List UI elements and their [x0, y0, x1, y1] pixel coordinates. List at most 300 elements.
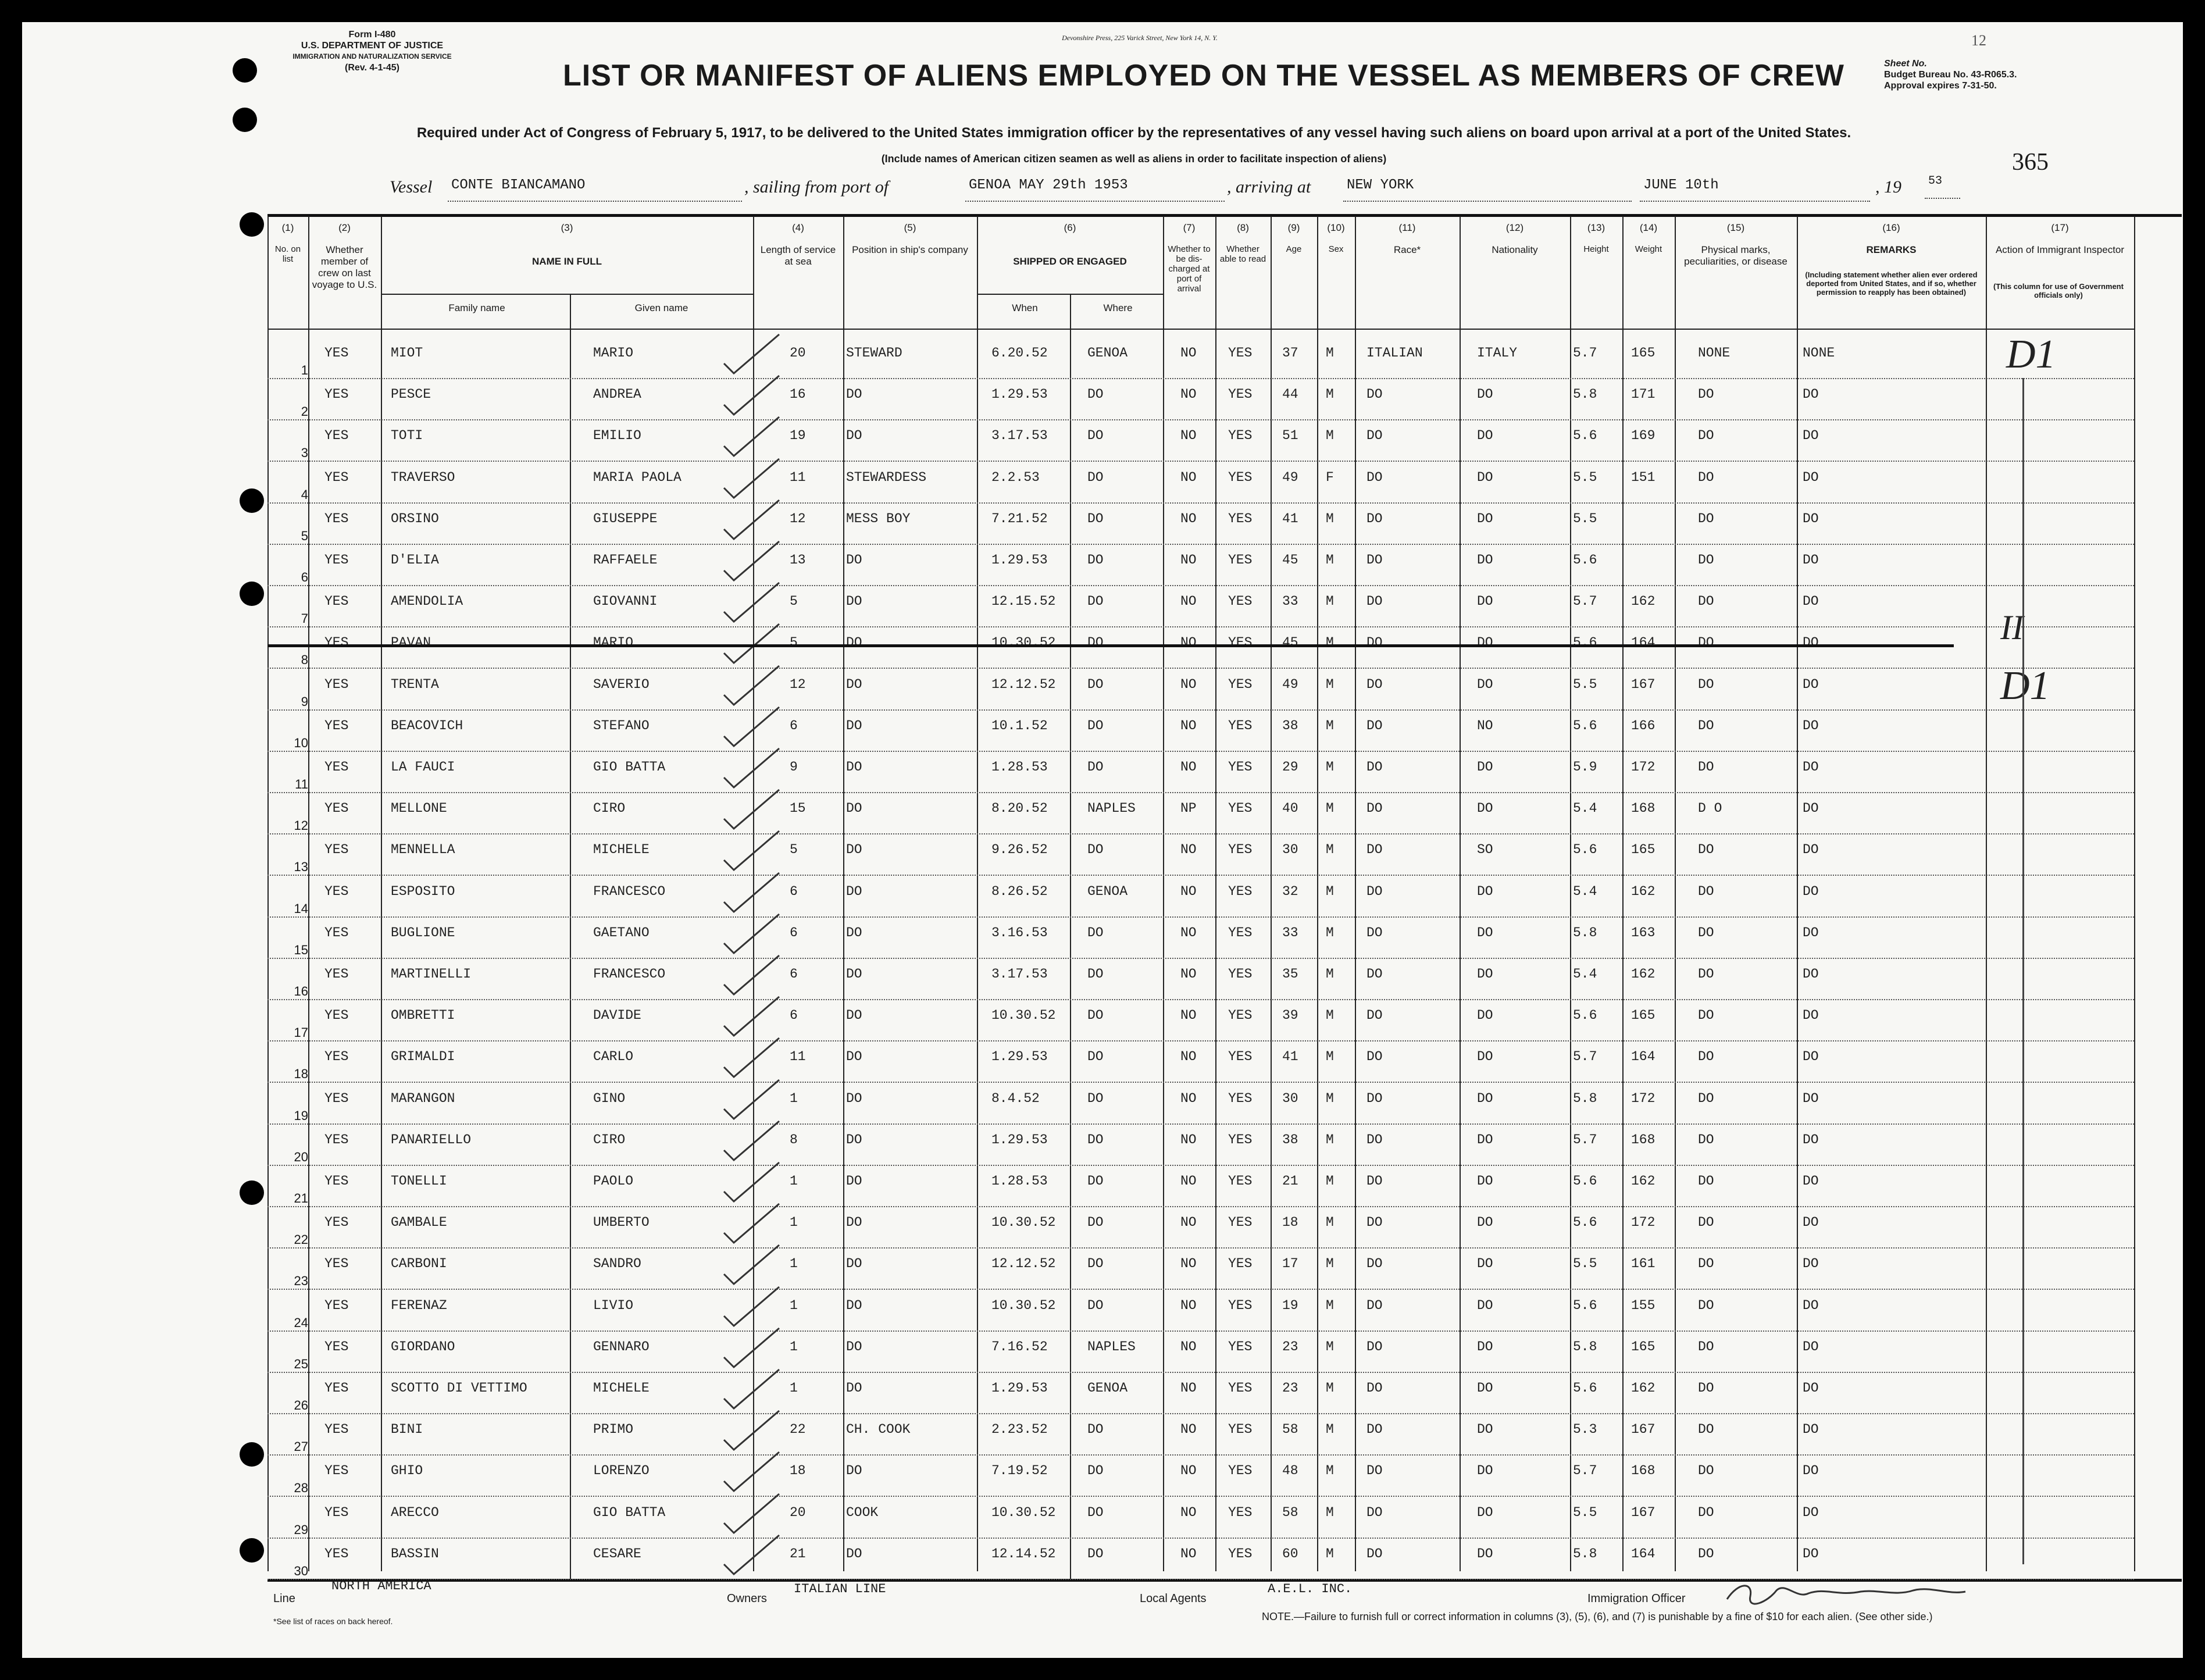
cell-height: 5.9: [1573, 759, 1597, 775]
cell-nationality: SO: [1477, 842, 1493, 858]
column-label: Nationality: [1492, 244, 1538, 255]
cell-where: DO: [1087, 1297, 1104, 1313]
punch-hole: [233, 108, 257, 132]
cell-read: YES: [1228, 718, 1253, 733]
table-row: [267, 627, 2134, 669]
cell-last: YES: [324, 1256, 349, 1272]
cell-read: YES: [1228, 428, 1253, 444]
cell-position: DO: [846, 552, 862, 568]
column-label: Race*: [1393, 244, 1421, 255]
cell-when: 1.29.53: [991, 1049, 1048, 1065]
cell-given: MICHELE: [593, 1381, 650, 1396]
cell-when: 1.29.53: [991, 1132, 1048, 1147]
cell-where: DO: [1087, 925, 1104, 940]
cell-marks: DO: [1698, 594, 1714, 609]
table-row: [267, 751, 2134, 793]
cell-family: LA FAUCI: [391, 759, 455, 775]
cell-service: 5: [790, 635, 798, 651]
cell-age: 49: [1282, 469, 1298, 485]
cell-service: 1: [790, 1297, 798, 1313]
cell-when: 7.16.52: [991, 1339, 1048, 1354]
cell-discharged: NO: [1180, 842, 1197, 858]
cell-remarks: DO: [1803, 966, 1819, 982]
cell-given: FRANCESCO: [593, 883, 666, 899]
inspector-note: (This column for use of Government officials only): [1993, 282, 2124, 299]
column-number: (8): [1237, 222, 1249, 233]
row-number: 9: [301, 694, 308, 709]
cell-nationality: DO: [1477, 511, 1493, 526]
cell-read: YES: [1228, 1008, 1253, 1023]
cell-where: DO: [1087, 1008, 1104, 1023]
cell-position: DO: [846, 718, 862, 733]
cell-last: YES: [324, 387, 349, 402]
row-number: 19: [294, 1108, 308, 1123]
row-number: 5: [301, 528, 308, 543]
column-label: Age: [1286, 244, 1302, 254]
cell-when: 7.19.52: [991, 1463, 1048, 1479]
cell-sex: M: [1326, 552, 1334, 568]
cell-when: 12.12.52: [991, 1256, 1056, 1272]
cell-sex: M: [1326, 1463, 1334, 1479]
cell-remarks: DO: [1803, 387, 1819, 402]
cell-family: OMBRETTI: [391, 1008, 455, 1023]
cell-discharged: NO: [1180, 1173, 1197, 1189]
inspector-mark-mid: II: [2000, 608, 2024, 647]
row-number: 10: [294, 735, 308, 750]
cell-discharged: NO: [1180, 1339, 1197, 1354]
cell-remarks: DO: [1803, 1381, 1819, 1396]
cell-race: DO: [1366, 1422, 1383, 1438]
row-8-strikethrough: [267, 644, 1954, 647]
cell-position: DO: [846, 1297, 862, 1313]
cell-discharged: NO: [1180, 469, 1197, 485]
cell-given: MARIO: [593, 345, 634, 361]
remarks-note: (Including statement whether alien ever ordered deported from United States, and if so, whether permission to reapply has been obtained): [1805, 270, 1978, 297]
column-label: Position in ship's company: [852, 244, 968, 255]
cell-remarks: DO: [1803, 1215, 1819, 1230]
column-number: (12): [1505, 222, 1524, 233]
cell-height: 5.6: [1573, 428, 1597, 444]
table-row: [267, 462, 2134, 504]
cell-marks: DO: [1698, 428, 1714, 444]
cell-where: DO: [1087, 511, 1104, 526]
cell-weight: 171: [1631, 387, 1655, 402]
cell-family: MARANGON: [391, 1090, 455, 1106]
row-number: 25: [294, 1356, 308, 1371]
table-row: [267, 834, 2134, 876]
header-bottom-rule: [267, 329, 2134, 330]
cell-family: ESPOSITO: [391, 883, 455, 899]
cell-when: 12.14.52: [991, 1546, 1056, 1561]
cell-family: PANARIELLO: [391, 1132, 472, 1147]
cell-last: YES: [324, 883, 349, 899]
table-row: [267, 793, 2134, 834]
cell-position: DO: [846, 1132, 862, 1147]
cell-weight: 166: [1631, 718, 1655, 733]
column-label: Sex: [1328, 244, 1344, 254]
cell-race: DO: [1366, 1008, 1383, 1023]
cell-family: MENNELLA: [391, 842, 455, 858]
cell-family: PESCE: [391, 387, 431, 402]
cell-remarks: DO: [1803, 1090, 1819, 1106]
cell-nationality: DO: [1477, 1090, 1493, 1106]
cell-position: STEWARDESS: [846, 469, 927, 485]
cell-remarks: DO: [1803, 842, 1819, 858]
cell-when: 8.4.52: [991, 1090, 1040, 1106]
family-name-header: Family name: [448, 302, 505, 313]
cell-when: 12.12.52: [991, 676, 1056, 692]
cell-family: FERENAZ: [391, 1297, 447, 1313]
cell-discharged: NO: [1180, 345, 1197, 361]
cell-discharged: NO: [1180, 1256, 1197, 1272]
cell-when: 10.30.52: [991, 1008, 1056, 1023]
cell-service: 16: [790, 387, 806, 402]
cell-remarks: DO: [1803, 925, 1819, 940]
cell-given: GENNARO: [593, 1339, 650, 1354]
cell-family: AMENDOLIA: [391, 594, 463, 609]
cell-discharged: NO: [1180, 1422, 1197, 1438]
row-number: 20: [294, 1149, 308, 1164]
cell-remarks: DO: [1803, 428, 1819, 444]
cell-given: CARLO: [593, 1049, 634, 1065]
cell-age: 23: [1282, 1381, 1298, 1396]
cell-age: 35: [1282, 966, 1298, 982]
cell-remarks: DO: [1803, 1297, 1819, 1313]
department: U.S. DEPARTMENT OF JUSTICE: [301, 41, 444, 51]
form-identifier: [250, 29, 494, 73]
cell-weight: 165: [1631, 842, 1655, 858]
cell-read: YES: [1228, 1173, 1253, 1189]
cell-position: DO: [846, 925, 862, 940]
cell-family: GHIO: [391, 1463, 423, 1479]
cell-age: 40: [1282, 801, 1298, 816]
cell-position: DO: [846, 1008, 862, 1023]
cell-height: 5.3: [1573, 1422, 1597, 1438]
cell-when: 3.17.53: [991, 428, 1048, 444]
cell-service: 1: [790, 1339, 798, 1354]
cell-sex: M: [1326, 883, 1334, 899]
cell-weight: 162: [1631, 883, 1655, 899]
cell-given: DAVIDE: [593, 1008, 641, 1023]
cell-where: DO: [1087, 966, 1104, 982]
cell-given: SANDRO: [593, 1256, 641, 1272]
column-number: (2): [338, 222, 351, 233]
cell-weight: 162: [1631, 1381, 1655, 1396]
cell-remarks: DO: [1803, 469, 1819, 485]
cell-nationality: DO: [1477, 1381, 1493, 1396]
cell-discharged: NP: [1180, 801, 1197, 816]
cell-service: 11: [790, 1049, 806, 1065]
cell-position: DO: [846, 966, 862, 982]
row-number: 29: [294, 1522, 308, 1537]
cell-height: 5.6: [1573, 552, 1597, 568]
column-number: (4): [792, 222, 804, 233]
cell-read: YES: [1228, 1256, 1253, 1272]
cell-nationality: DO: [1477, 1008, 1493, 1023]
cell-nationality: DO: [1477, 1132, 1493, 1147]
cell-height: 5.4: [1573, 801, 1597, 816]
table-row: [267, 337, 2134, 379]
row-number: 14: [294, 901, 308, 916]
cell-last: YES: [324, 1049, 349, 1065]
cell-sex: M: [1326, 511, 1334, 526]
cell-race: DO: [1366, 759, 1383, 775]
column-label: SHIPPED OR ENGAGED: [1013, 256, 1127, 267]
cell-discharged: NO: [1180, 676, 1197, 692]
cell-read: YES: [1228, 1546, 1253, 1561]
cell-where: DO: [1087, 594, 1104, 609]
cell-race: DO: [1366, 552, 1383, 568]
cell-discharged: NO: [1180, 1132, 1197, 1147]
cell-last: YES: [324, 1215, 349, 1230]
cell-when: 1.28.53: [991, 759, 1048, 775]
cell-given: PAOLO: [593, 1173, 634, 1189]
cell-read: YES: [1228, 1504, 1253, 1520]
cell-last: YES: [324, 1422, 349, 1438]
cell-where: DO: [1087, 552, 1104, 568]
cell-service: 6: [790, 966, 798, 982]
cell-nationality: DO: [1477, 676, 1493, 692]
cell-sex: M: [1326, 925, 1334, 940]
when-header: When: [1012, 302, 1038, 313]
column-divider: [2134, 216, 2135, 1571]
cell-sex: F: [1326, 469, 1334, 485]
cell-service: 1: [790, 1090, 798, 1106]
cell-marks: DO: [1698, 925, 1714, 940]
cell-race: DO: [1366, 842, 1383, 858]
cell-when: 10.30.52: [991, 1504, 1056, 1520]
cell-when: 2.2.53: [991, 469, 1040, 485]
revision: (Rev. 4-1-45): [345, 63, 399, 73]
cell-nationality: NO: [1477, 718, 1493, 733]
cell-sex: M: [1326, 759, 1334, 775]
cell-age: 44: [1282, 387, 1298, 402]
cell-family: TRENTA: [391, 676, 439, 692]
cell-last: YES: [324, 1297, 349, 1313]
cell-weight: 167: [1631, 1422, 1655, 1438]
cell-height: 5.7: [1573, 1463, 1597, 1479]
cell-remarks: DO: [1803, 1132, 1819, 1147]
cell-position: DO: [846, 676, 862, 692]
table-row: [267, 958, 2134, 1000]
cell-age: 41: [1282, 1049, 1298, 1065]
page-count: 365: [2012, 149, 2049, 176]
cell-marks: DO: [1698, 1049, 1714, 1065]
table-row: [267, 1538, 2134, 1580]
cell-read: YES: [1228, 1090, 1253, 1106]
cell-marks: DO: [1698, 1339, 1714, 1354]
cell-sex: M: [1326, 1546, 1334, 1561]
cell-race: DO: [1366, 1090, 1383, 1106]
cell-where: DO: [1087, 1422, 1104, 1438]
punch-hole: [240, 582, 264, 606]
cell-family: TRAVERSO: [391, 469, 455, 485]
cell-nationality: DO: [1477, 635, 1493, 651]
cell-sex: M: [1326, 1173, 1334, 1189]
cell-given: MICHELE: [593, 842, 650, 858]
cell-remarks: DO: [1803, 1173, 1819, 1189]
cell-family: MELLONE: [391, 801, 447, 816]
cell-discharged: NO: [1180, 1504, 1197, 1520]
cell-remarks: DO: [1803, 1008, 1819, 1023]
cell-race: DO: [1366, 801, 1383, 816]
cell-service: 5: [790, 594, 798, 609]
cell-race: DO: [1366, 1381, 1383, 1396]
cell-when: 10.30.52: [991, 1297, 1056, 1313]
cell-read: YES: [1228, 1463, 1253, 1479]
cell-read: YES: [1228, 676, 1253, 692]
cell-sex: M: [1326, 718, 1334, 733]
cell-position: DO: [846, 428, 862, 444]
cell-family: ORSINO: [391, 511, 439, 526]
cell-given: GAETANO: [593, 925, 650, 940]
cell-where: DO: [1087, 1256, 1104, 1272]
inspector-mark-top: D1: [2006, 332, 2056, 377]
cell-service: 20: [790, 345, 806, 361]
cell-given: GINO: [593, 1090, 626, 1106]
cell-sex: M: [1326, 1297, 1334, 1313]
sheet-label: Sheet No.: [1884, 59, 1927, 69]
cell-height: 5.6: [1573, 842, 1597, 858]
cell-height: 5.5: [1573, 469, 1597, 485]
cell-when: 1.28.53: [991, 1173, 1048, 1189]
cell-nationality: DO: [1477, 1173, 1493, 1189]
cell-given: GIO BATTA: [593, 1504, 666, 1520]
owners-value: ITALIAN LINE: [794, 1582, 886, 1596]
cell-race: DO: [1366, 966, 1383, 982]
cell-position: DO: [846, 387, 862, 402]
cell-age: 37: [1282, 345, 1298, 361]
cell-given: SAVERIO: [593, 676, 650, 692]
cell-position: DO: [846, 1546, 862, 1561]
cell-sex: M: [1326, 428, 1334, 444]
agents-label: Local Agents: [1140, 1592, 1207, 1605]
cell-last: YES: [324, 759, 349, 775]
cell-when: 1.29.53: [991, 387, 1048, 402]
row-number: 28: [294, 1481, 308, 1496]
cell-read: YES: [1228, 1049, 1253, 1065]
cell-when: 7.21.52: [991, 511, 1048, 526]
row-number: 6: [301, 570, 308, 584]
cell-family: PAVAN: [391, 635, 431, 651]
cell-position: DO: [846, 883, 862, 899]
cell-remarks: DO: [1803, 1256, 1819, 1272]
cell-age: 30: [1282, 1090, 1298, 1106]
cell-nationality: DO: [1477, 387, 1493, 402]
cell-weight: 165: [1631, 1008, 1655, 1023]
cell-discharged: NO: [1180, 1008, 1197, 1023]
cell-race: ITALIAN: [1366, 345, 1423, 361]
cell-position: DO: [846, 1215, 862, 1230]
cell-service: 19: [790, 428, 806, 444]
cell-marks: DO: [1698, 718, 1714, 733]
cell-service: 5: [790, 842, 798, 858]
year-prefix: , 19: [1875, 177, 1901, 197]
cell-age: 32: [1282, 883, 1298, 899]
cell-sex: M: [1326, 1090, 1334, 1106]
cell-weight: 172: [1631, 1215, 1655, 1230]
cell-service: 1: [790, 1173, 798, 1189]
cell-read: YES: [1228, 966, 1253, 982]
cell-age: 58: [1282, 1422, 1298, 1438]
cell-weight: 164: [1631, 635, 1655, 651]
punch-hole: [240, 1180, 264, 1205]
cell-marks: DO: [1698, 966, 1714, 982]
cell-discharged: NO: [1180, 1297, 1197, 1313]
cell-weight: 162: [1631, 1173, 1655, 1189]
cell-marks: DO: [1698, 1132, 1714, 1147]
cell-read: YES: [1228, 345, 1253, 361]
row-number: 3: [301, 445, 308, 461]
cell-last: YES: [324, 1504, 349, 1520]
cell-age: 33: [1282, 594, 1298, 609]
cell-marks: DO: [1698, 759, 1714, 775]
cell-race: DO: [1366, 1256, 1383, 1272]
cell-sex: M: [1326, 1008, 1334, 1023]
table-row: [267, 586, 2134, 627]
sailing-port: GENOA MAY 29th 1953: [965, 177, 1225, 202]
row-number: 12: [294, 818, 308, 833]
cell-remarks: DO: [1803, 1504, 1819, 1520]
cell-where: DO: [1087, 842, 1104, 858]
cell-read: YES: [1228, 635, 1253, 651]
cell-when: 10.1.52: [991, 718, 1048, 733]
table-row: [267, 1041, 2134, 1083]
table-row: [267, 710, 2134, 752]
cell-marks: DO: [1698, 387, 1714, 402]
table-row: [267, 1290, 2134, 1332]
cell-where: DO: [1087, 469, 1104, 485]
cell-weight: 163: [1631, 925, 1655, 940]
cell-age: 51: [1282, 428, 1298, 444]
cell-marks: DO: [1698, 676, 1714, 692]
cell-read: YES: [1228, 1339, 1253, 1354]
cell-position: DO: [846, 842, 862, 858]
cell-where: NAPLES: [1087, 1339, 1136, 1354]
column-number: (14): [1639, 222, 1658, 233]
cell-race: DO: [1366, 1215, 1383, 1230]
row-number: 27: [294, 1439, 308, 1454]
cell-given: GIOVANNI: [593, 594, 658, 609]
cell-when: 9.26.52: [991, 842, 1048, 858]
cell-nationality: DO: [1477, 1215, 1493, 1230]
cell-position: DO: [846, 801, 862, 816]
cell-discharged: NO: [1180, 1546, 1197, 1561]
cell-last: YES: [324, 635, 349, 651]
cell-race: DO: [1366, 1546, 1383, 1561]
cell-sex: M: [1326, 594, 1334, 609]
cell-discharged: NO: [1180, 759, 1197, 775]
cell-last: YES: [324, 966, 349, 982]
cell-read: YES: [1228, 801, 1253, 816]
cell-last: YES: [324, 345, 349, 361]
column-number: (1): [281, 222, 294, 233]
cell-nationality: DO: [1477, 1504, 1493, 1520]
line-value: NORTH AMERICA: [331, 1579, 431, 1593]
cell-read: YES: [1228, 387, 1253, 402]
cell-race: DO: [1366, 428, 1383, 444]
cell-marks: DO: [1698, 1173, 1714, 1189]
cell-weight: 165: [1631, 345, 1655, 361]
cell-age: 41: [1282, 511, 1298, 526]
cell-height: 5.7: [1573, 594, 1597, 609]
cell-remarks: DO: [1803, 1546, 1819, 1561]
cell-sex: M: [1326, 345, 1334, 361]
cell-sex: M: [1326, 1132, 1334, 1147]
column-label: Physical marks, peculiarities, or disease: [1684, 244, 1787, 267]
cell-marks: DO: [1698, 1090, 1714, 1106]
cell-where: DO: [1087, 1090, 1104, 1106]
